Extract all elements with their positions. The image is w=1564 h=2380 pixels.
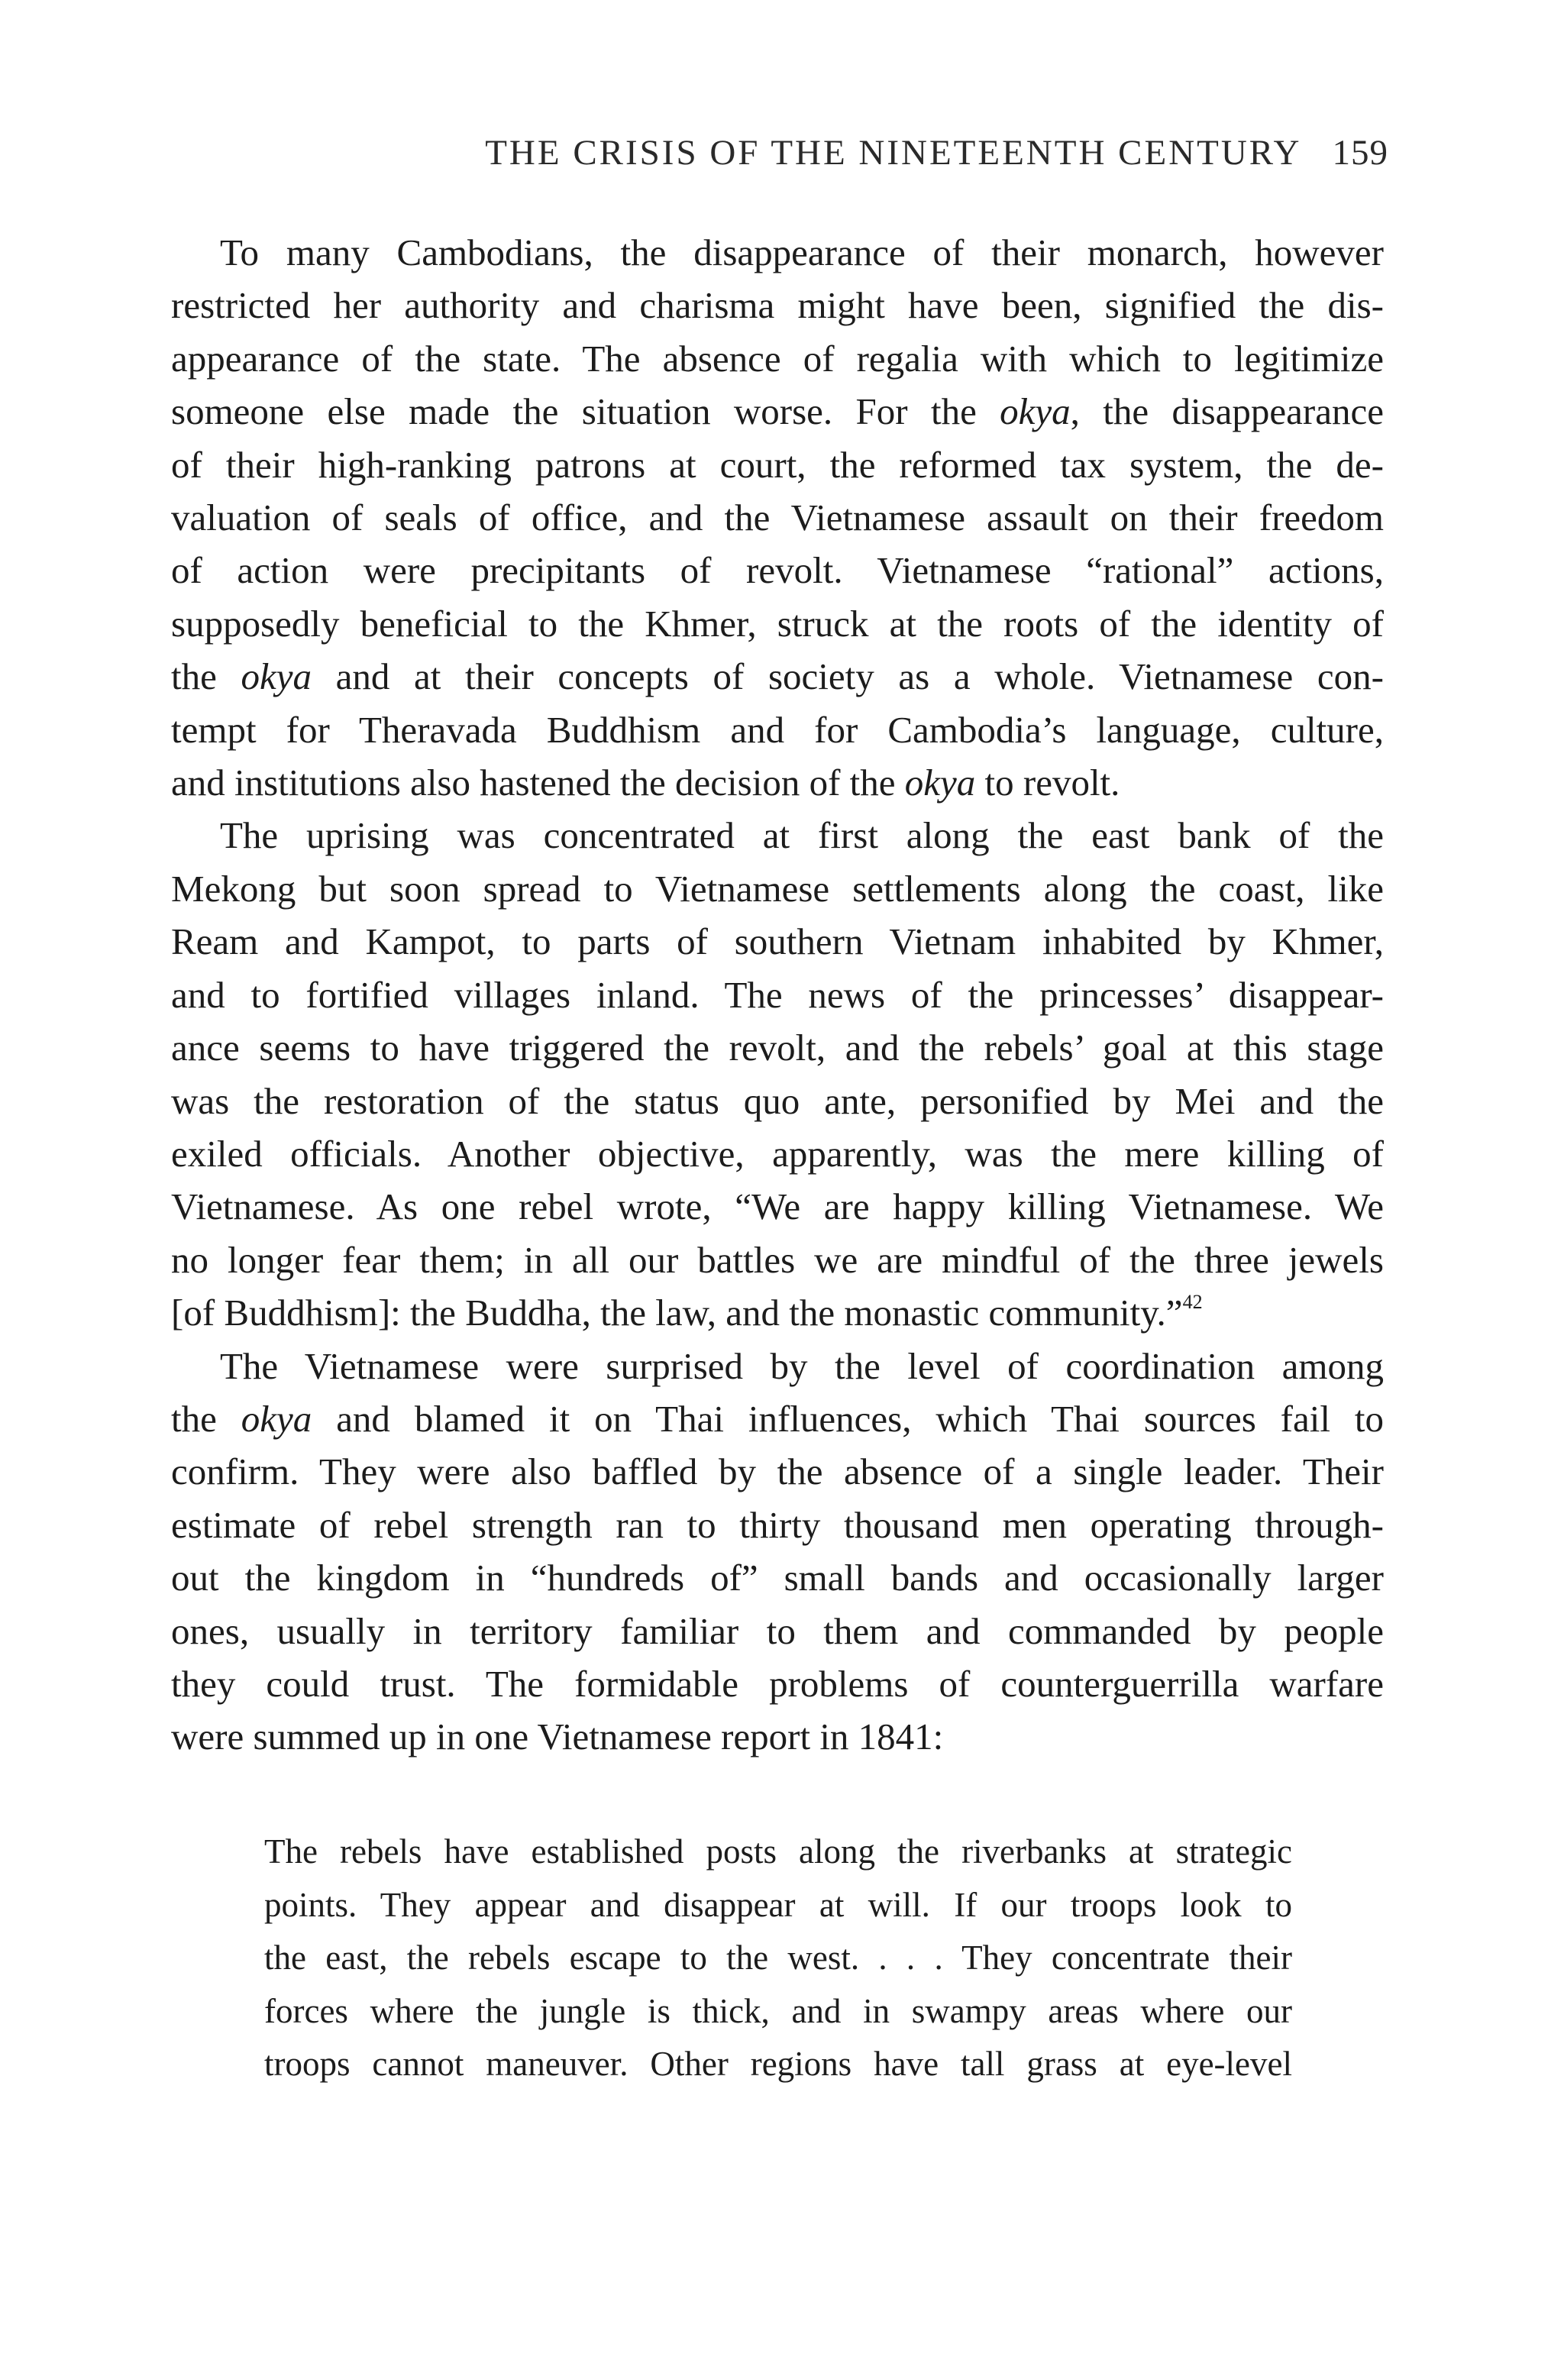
footnote-marker: 42: [1182, 1291, 1203, 1314]
quote-line: The rebels have established posts along the riverbanks at strategic: [264, 1832, 1292, 1871]
text-line: supposedly beneficial to the Khmer, struck at the roots of the identity of: [171, 602, 1384, 645]
text-line: ance seems to have triggered the revolt, and the rebels’ goal at this stage: [171, 1027, 1384, 1069]
text-line: To many Cambodians, the disappearance of their monarch, however: [220, 231, 1384, 273]
text-line: Mekong but soon spread to Vietnamese settlements along the coast, like: [171, 867, 1384, 910]
text-line: and institutions also hastened the decision of the okya to revolt.: [171, 762, 1120, 804]
text-line: and to fortified villages inland. The news of the princesses’ disappear-: [171, 973, 1384, 1016]
text-line: ones, usually in territory familiar to them and commanded by people: [171, 1609, 1384, 1652]
paragraph-1: [171, 226, 1384, 809]
text-line: no longer fear them; in all our battles we are mindful of the three jewels: [171, 1238, 1384, 1281]
running-title: THE CRISIS OF THE NINETEENTH CENTURY: [485, 133, 1302, 173]
text-line: the okya and at their concepts of society as a whole. Vietnamese con-: [171, 655, 1384, 698]
text-line: The Vietnamese were surprised by the level of coordination among: [220, 1344, 1384, 1387]
text-line: confirm. They were also baffled by the absence of a single leader. Their: [171, 1450, 1384, 1493]
quote-line: points. They appear and disappear at will. If our troops look to: [264, 1885, 1292, 1924]
text-line: The uprising was concentrated at first along the east bank of the: [220, 814, 1384, 857]
text-line: someone else made the situation worse. For the okya, the disappearance: [171, 390, 1384, 433]
text-line: they could trust. The formidable problems of counterguerrilla warfare: [171, 1662, 1384, 1705]
page-number: 159: [1332, 133, 1388, 173]
text-line: [of Buddhism]: the Buddha, the law, and the monastic community.”$^{42}$: [171, 1291, 1203, 1334]
text-line: out the kingdom in “hundreds of” small bands and occasionally larger: [171, 1557, 1384, 1599]
text-line: of their high-ranking patrons at court, the reformed tax system, the de-: [171, 443, 1384, 486]
block-quote: [264, 1825, 1292, 2091]
text-line: exiled officials. Another objective, apparently, was the mere killing of: [171, 1132, 1384, 1175]
text-line: estimate of rebel strength ran to thirty thousand men operating through-: [171, 1503, 1384, 1546]
running-header: [174, 126, 1388, 179]
text-line: tempt for Theravada Buddhism and for Cambodia’s language, culture,: [171, 708, 1384, 751]
quote-line: the east, the rebels escape to the west. . . . They concentrate their: [264, 1939, 1292, 1977]
quote-line: forces where the jungle is thick, and in swampy areas where our: [264, 1991, 1292, 2030]
paragraph-2: [171, 809, 1384, 1339]
text-line: Vietnamese. As one rebel wrote, “We are happy killing Vietnamese. We: [171, 1185, 1384, 1228]
text-line: were summed up in one Vietnamese report in 1841:: [171, 1715, 944, 1758]
text-line: appearance of the state. The absence of regalia with which to legitimize: [171, 337, 1384, 380]
italic-term: okya: [241, 1397, 312, 1440]
text-line: Ream and Kampot, to parts of southern Vietnam inhabited by Khmer,: [171, 920, 1384, 963]
text-line: was the restoration of the status quo ante, personified by Mei and the: [171, 1079, 1384, 1122]
italic-term: okya: [904, 762, 976, 804]
italic-term: okya: [1000, 390, 1071, 433]
text-line: restricted her authority and charisma might have been, signified the dis-: [171, 284, 1384, 327]
body-text: [171, 226, 1384, 1764]
italic-term: okya: [241, 655, 312, 698]
quote-line: troops cannot maneuver. Other regions have tall grass at eye-level: [264, 2045, 1292, 2084]
text-line: of action were precipitants of revolt. Vietnamese “rational” actions,: [171, 549, 1384, 592]
text-line: the okya and blamed it on Thai influences, which Thai sources fail to: [171, 1397, 1384, 1440]
text-line: valuation of seals of office, and the Vietnamese assault on their freedom: [171, 496, 1384, 539]
paragraph-3: [171, 1340, 1384, 1764]
